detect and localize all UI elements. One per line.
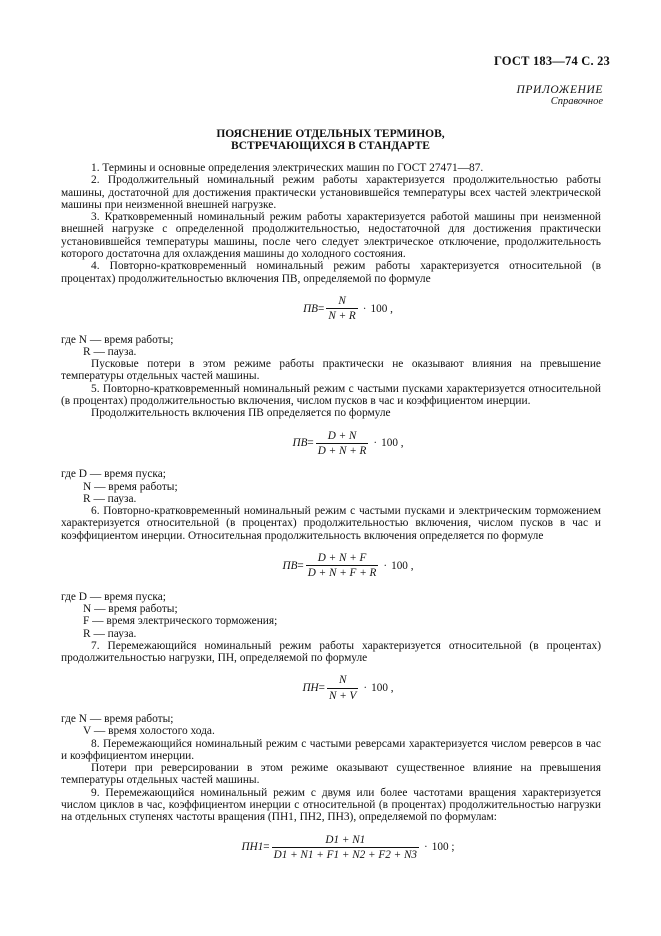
section-title	[0, 128, 661, 152]
formula-lhs: ПВ	[303, 302, 319, 315]
where-line: где N — время работы;	[61, 712, 174, 725]
where-line: F — время электрического торможения;	[83, 615, 278, 628]
formula-denominator: D + N + R	[317, 444, 367, 457]
where-line: R — пауза.	[83, 492, 137, 505]
formula-fraction	[272, 834, 419, 862]
page-header: ГОСТ 183—74 С. 23	[493, 54, 610, 68]
formula-lhs: ПН1	[241, 841, 264, 854]
formula-fraction	[326, 295, 357, 323]
formula-lhs: ПВ	[292, 437, 308, 450]
formula-rhs: 100 ,	[381, 437, 404, 450]
formula-equals: =	[297, 559, 304, 572]
formula-rhs: 100 ,	[370, 302, 393, 315]
paragraph-3: 3. Кратковременный номинальный режим работы характеризуется работой машины при неизменной внешней нагрузке с определенной продолжительностью, недостаточной для достижения практически установившейся температуры машины, после чего следует электрическое отключение, продолжительность которого достаточна для охлаждения машины до холодного состояния.	[61, 211, 601, 261]
formula-equals: =	[307, 437, 314, 450]
formula-lhs: ПН	[302, 682, 319, 695]
formula-denominator: N + R	[328, 310, 356, 323]
formula-multiply: ·	[383, 559, 388, 572]
paragraph-9: 9. Перемежающийся номинальный режим с двумя или более частотами вращения характеризуется числом циклов в час, коэффициентом инерции с относительной (в процентах) продолжительностью нагрузки на отдельных ступенях частоты вращения (ПН1, ПН2, ПН3), определяемой по формулам:	[61, 786, 601, 824]
formula-fraction	[327, 674, 358, 702]
appendix-title: ПРИЛОЖЕНИЕ	[516, 84, 603, 96]
formula-lhs: ПВ	[282, 559, 298, 572]
formula-equals: =	[318, 302, 325, 315]
formula-rhs: 100 ,	[391, 559, 414, 572]
where-line: где D — время пуска;	[61, 590, 166, 603]
formula-pv-3	[95, 552, 601, 580]
formula-fraction	[306, 552, 379, 580]
formula-fraction	[316, 430, 369, 458]
paragraph-4: 4. Повторно-кратковременный номинальный режим работы характеризуется относительной (в процентах) продолжительностью включения ПВ, определяемой по формуле	[61, 260, 601, 285]
where-line: R — пауза.	[83, 627, 137, 640]
appendix-type: Справочное	[550, 96, 603, 107]
paragraph-7: 7. Перемежающийся номинальный режим работы характеризуется относительной (в процентах) продолжительностью нагрузки, ПН, определяемой по формуле	[61, 639, 601, 665]
formula-denominator: D1 + N1 + F1 + N2 + F2 + N3	[273, 848, 418, 861]
formula-equals: =	[318, 682, 325, 695]
formula-numerator: N	[338, 674, 347, 687]
paragraph-5: 5. Повторно-кратковременный номинальный режим с частыми пусками характеризуется относительной (в процентах) продолжительностью включения, числом пусков в час и коэффициентом инерции.	[61, 382, 601, 408]
formula-numerator: D1 + N1	[325, 833, 366, 846]
formula-rhs: 100 ;	[431, 841, 455, 854]
formula-pv-2	[95, 430, 601, 458]
formula-pn	[95, 674, 601, 702]
paragraph-8b: Потери при реверсировании в этом режиме оказывают существенное влияние на превышения температуры отдельных частей машины.	[61, 762, 601, 787]
appendix-label	[517, 85, 603, 107]
formula-numerator: D + N	[327, 429, 357, 442]
paragraph-2: 2. Продолжительный номинальный режим работы характеризуется продолжительностью работы машины, достаточной для достижения практически установившейся температуры всех частей электрической машины при неизменной внешней нагрузке.	[61, 174, 601, 211]
where-line: где D — время пуска;	[61, 468, 166, 481]
formula-pn1	[95, 834, 601, 862]
formula-multiply: ·	[362, 302, 367, 315]
paragraph-1: 1. Термины и основные определения электрических машин по ГОСТ 27471—87.	[91, 162, 484, 174]
section-title-line-1: ПОЯСНЕНИЕ ОТДЕЛЬНЫХ ТЕРМИНОВ,	[216, 128, 445, 140]
formula-equals: =	[263, 841, 270, 854]
formula-multiply: ·	[373, 437, 378, 450]
formula-pv-1	[95, 295, 601, 323]
paragraph-8: 8. Перемежающийся номинальный режим с частыми реверсами характеризуется числом реверсов в час и коэффициентом инерции.	[61, 737, 601, 762]
formula-denominator: D + N + F + R	[307, 567, 377, 580]
formula-multiply: ·	[363, 682, 368, 695]
paragraph-6: 6. Повторно-кратковременный номинальный режим с частыми пусками и электрическим торможением характеризуется относительной (в процентах) продолжительностью включения, числом пусков в час и коэффициентом инерции. Относительная продолжительность включения определяется по формуле	[61, 505, 601, 542]
where-line: R — пауза.	[83, 345, 137, 358]
paragraph-4b: Пусковые потери в этом режиме работы практически не оказывают влияния на превышение температуры отдельных частей машины.	[61, 358, 601, 383]
section-title-line-2: ВСТРЕЧАЮЩИХСЯ В СТАНДАРТЕ	[231, 140, 430, 152]
formula-multiply: ·	[424, 841, 428, 854]
formula-numerator: D + N + F	[317, 552, 367, 565]
document-body	[61, 162, 601, 872]
formula-denominator: N + V	[328, 689, 357, 702]
where-line: N — время работы;	[83, 602, 178, 615]
formula-numerator: N	[338, 294, 346, 307]
formula-rhs: 100 ,	[371, 682, 394, 695]
paragraph-5b: Продолжительность включения ПВ определяется по формуле	[91, 407, 391, 420]
where-line: где N — время работы;	[61, 333, 174, 346]
where-line: V — время холостого хода.	[83, 725, 215, 738]
where-line: N — время работы;	[83, 480, 178, 493]
